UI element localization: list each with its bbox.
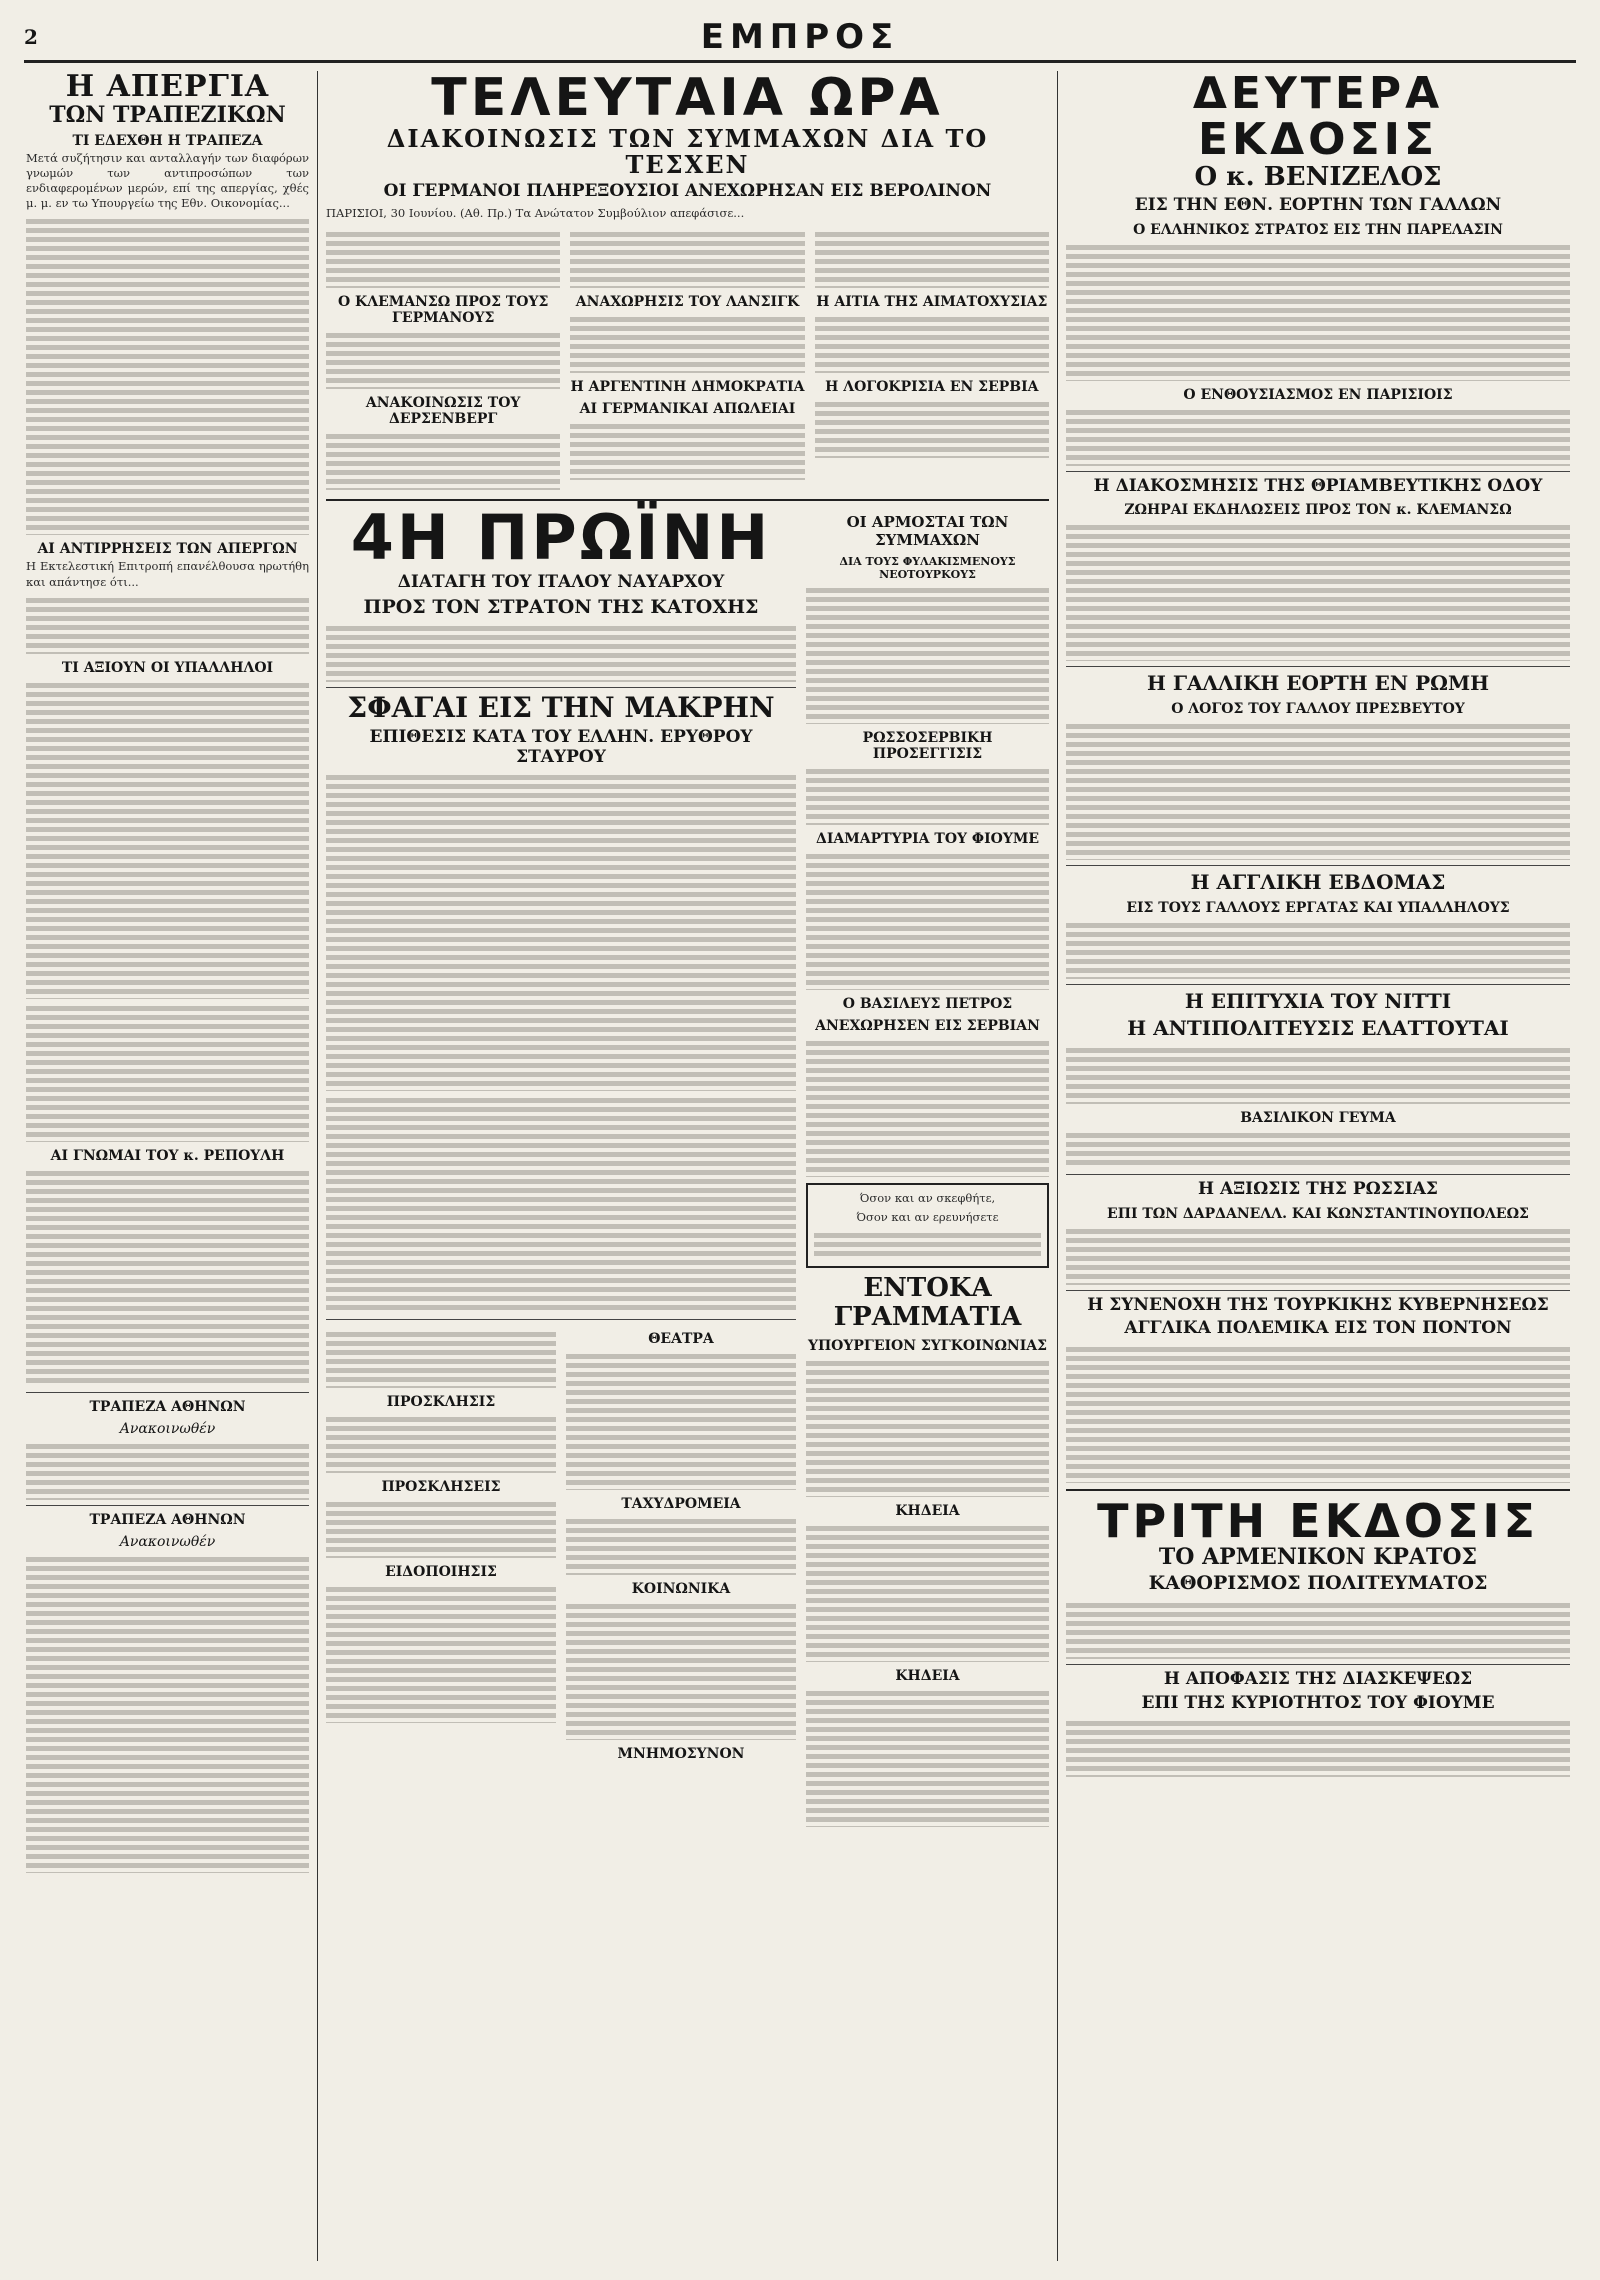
news-col-b	[570, 225, 804, 493]
subhead-invite: ΠΡΟΣΚΛΗΣΙΣ	[386, 1394, 496, 1411]
subhead-royal-dinner: ΒΑΣΙΛΙΚΟΝ ΓΕΥΜΑ	[1240, 1110, 1396, 1127]
subhead-announcement: Ανακοινωθέν	[119, 1420, 216, 1437]
article-body	[806, 850, 1049, 990]
subhead-workers: ΕΙΣ ΤΟΥΣ ΓΑΛΛΟΥΣ ΕΡΓΑΤΑΣ ΚΑΙ ΥΠΑΛΛΗΛΟΥΣ	[1126, 900, 1510, 917]
article-body	[26, 594, 309, 654]
headline-germans-left: ΟΙ ΓΕΡΜΑΝΟΙ ΠΛΗΡΕΞΟΥΣΙΟΙ ΑΝΕΧΩΡΗΣΑΝ ΕΙΣ ΒΕΡΟΛΙΝΟΝ	[383, 181, 992, 202]
headline-left-for-serbia: ΑΝΕΧΩΡΗΣΕΝ ΕΙΣ ΣΕΡΒΙΑΝ	[815, 1018, 1040, 1035]
article-body	[806, 1522, 1049, 1662]
article-body	[1066, 1343, 1570, 1483]
article-body	[326, 430, 560, 490]
news-col-a	[326, 225, 560, 493]
lower-grid	[326, 501, 1049, 1830]
article-body	[566, 1600, 796, 1740]
subhead-censorship: Η ΛΟΓΟΚΡΙΣΙΑ ΕΝ ΣΕΡΒΙΑ	[825, 379, 1039, 396]
headline-tesxen: ΔΙΑΚΟΙΝΩΣΙΣ ΤΩΝ ΣΥΜΜΑΧΩΝ ΔΙΑ ΤΟ ΤΕΣΧΕΝ	[386, 123, 989, 179]
subhead-clemenceau-cheers: ΖΩΗΡΑΙ ΕΚΔΗΛΩΣΕΙΣ ΠΡΟΣ ΤΟΝ κ. ΚΛΕΜΑΝΣΩ	[1124, 502, 1512, 519]
headline-nitti-success: Η ΕΠΙΤΥΧΙΑ ΤΟΥ ΝΙΤΤΙ	[1184, 989, 1452, 1014]
subhead-clemenceau: Ο ΚΛΕΜΑΝΣΩ ΠΡΟΣ ΤΟΥΣ ΓΕΡΜΑΝΟΥΣ	[337, 294, 549, 327]
headline-italian-admiral: ΔΙΑΤΑΓΗ ΤΟΥ ΙΤΑΛΟΥ ΝΑΥΑΡΧΟΥ	[397, 572, 725, 593]
article-body	[806, 1037, 1049, 1177]
article-body	[326, 622, 796, 682]
divider	[1066, 1174, 1570, 1175]
article-body	[326, 329, 560, 389]
article-text: ΠΑΡΙΣΙΟΙ, 30 Ιουνίου. (Αθ. Πρ.) Τα Ανώτατον Συμβούλιον απεφάσισε...	[326, 205, 745, 220]
article-body	[26, 215, 309, 535]
headline-third-edition: ΤΡΙΤΗ ΕΚΔΟΣΙΣ	[1097, 1493, 1539, 1548]
headline-occupation-army: ΠΡΟΣ ΤΟΝ ΣΤΡΑΤΟΝ ΤΗΣ ΚΑΤΟΧΗΣ	[363, 595, 759, 618]
subhead-bloodshed: Η ΑΙΤΙΑ ΤΗΣ ΑΙΜΑΤΟΧΥΣΙΑΣ	[816, 294, 1048, 311]
subhead-memorial: ΜΝΗΜΟΣΥΝΟΝ	[617, 1746, 745, 1763]
headline-conference-decision: Η ΑΠΟΦΑΣΙΣ ΤΗΣ ΔΙΑΣΚΕΨΕΩΣ	[1163, 1669, 1473, 1690]
subhead-lansing: ΑΝΑΧΩΡΗΣΙΣ ΤΟΥ ΛΑΝΣΙΓΚ	[575, 294, 800, 311]
headline-makri: ΣΦΑΓΑΙ ΕΙΣ ΤΗΝ ΜΑΚΡΗΝ	[347, 691, 775, 725]
subhead-enthusiasm: Ο ΕΝΘΟΥΣΙΑΣΜΟΣ ΕΝ ΠΑΡΙΣΙΟΙΣ	[1183, 386, 1453, 403]
advert-line-1: Όσον και αν σκεφθήτε,	[859, 1191, 996, 1206]
headline-venizelos: Ο κ. ΒΕΝΙΖΕΛΟΣ	[1194, 162, 1442, 193]
article-body	[1066, 521, 1570, 661]
article-text: Μετά συζήτησιν και ανταλλαγήν των διαφόρων γνωμών των αντιπροσώπων των ενδιαφερομένων μερών, επί της απεργίας, χθές μ. μ. εν τω Υπουργείω της Εθν. Οικονομίας...	[26, 150, 309, 211]
subhead-social: ΚΟΙΝΩΝΙΚΑ	[631, 1581, 731, 1598]
subhead-funeral: ΚΗΔΕΙΑ	[895, 1502, 960, 1519]
headline-warships-pontus: ΑΓΓΛΙΚΑ ΠΟΛΕΜΙΚΑ ΕΙΣ ΤΟΝ ΠΟΝΤΟΝ	[1124, 1318, 1512, 1339]
article-body	[1066, 720, 1570, 860]
article-body	[570, 313, 804, 373]
advert-body	[814, 1229, 1041, 1259]
column-second-edition	[1058, 71, 1578, 2261]
divider	[1066, 471, 1570, 472]
headline-red-cross: ΕΠΙΘΕΣΙΣ ΚΑΤΑ ΤΟΥ ΕΛΛΗΝ. ΕΡΥΘΡΟΥ ΣΤΑΥΡΟΥ	[369, 727, 753, 767]
subhead-ministry: ΥΠΟΥΡΓΕΙΟΝ ΣΥΓΚΟΙΝΩΝΙΑΣ	[807, 1337, 1048, 1354]
article-body	[1066, 1225, 1570, 1285]
article-body	[26, 679, 309, 999]
headline-opposition: Η ΑΝΤΙΠΟΛΙΤΕΥΣΙΣ ΕΛΑΤΤΟΥΤΑΙ	[1127, 1016, 1509, 1041]
headline-russo-serbian: ΡΩΣΣΟΣΕΡΒΙΚΗ ΠΡΟΣΕΓΓΙΣΙΣ	[862, 730, 993, 763]
divider	[26, 1392, 309, 1393]
headline-triumphal-road: Η ΔΙΑΚΟΣΜΗΣΙΣ ΤΗΣ ΘΡΙΑΜΒΕΥΤΙΚΗΣ ΟΔΟΥ	[1093, 475, 1543, 496]
subhead-argentina: Η ΑΡΓΕΝΤΙΝΗ ΔΗΜΟΚΡΑΤΙΑ	[570, 379, 805, 396]
article-body	[815, 228, 1049, 288]
headline-french-fest-rome: Η ΓΑΛΛΙΚΗ ΕΟΡΤΗ ΕΝ ΡΩΜΗ	[1146, 671, 1490, 696]
subhead-german-losses: ΑΙ ΓΕΡΜΑΝΙΚΑΙ ΑΠΩΛΕΙΑΙ	[579, 401, 796, 418]
article-body	[326, 1498, 556, 1558]
subhead-dersenberg: ΑΝΑΚΟΙΝΩΣΙΣ ΤΟΥ ΔΕΡΣΕΝΒΕΡΓ	[365, 395, 521, 428]
headline-morning-edition: 4Η ΠΡΩΪΝΗ	[350, 501, 772, 575]
article-body	[326, 228, 560, 288]
article-body	[326, 1094, 796, 1314]
lower-right	[806, 507, 1049, 1830]
subhead-greek-army: Ο ΕΛΛΗΝΙΚΟΣ ΣΤΡΑΤΟΣ ΕΙΣ ΤΗΝ ΠΑΡΕΛΑΣΙΝ	[1133, 221, 1503, 238]
headline-second-edition: ΔΕΥΤΕΡΑ ΕΚΔΟΣΙΣ	[1192, 71, 1444, 166]
article-body	[806, 1357, 1049, 1497]
headline-fiume-protest: ΔΙΑΜΑΡΤΥΡΙΑ ΤΟΥ ΦΙΟΥΜΕ	[816, 831, 1039, 848]
headline-strike: Η ΑΠΕΡΓΙΑ	[65, 71, 270, 104]
article-body	[570, 420, 804, 480]
notices-col	[326, 1325, 556, 1764]
article-body	[26, 1167, 309, 1387]
article-body	[326, 1328, 556, 1388]
advert-box	[806, 1183, 1049, 1268]
article-body	[326, 771, 796, 1091]
divider	[1066, 984, 1570, 985]
subhead-demands: ΤΙ ΑΞΙΟΥΝ ΟΙ ΥΠΑΛΛΗΛΟΙ	[61, 659, 274, 676]
headline-allied-commissioners: ΟΙ ΑΡΜΟΣΤΑΙ ΤΩΝ ΣΥΜΜΑΧΩΝ	[846, 513, 1009, 550]
news-col-c	[815, 225, 1049, 493]
subhead-post: ΤΑΧΥΔΡΟΜΕΙΑ	[621, 1496, 741, 1513]
page-number: 2	[24, 25, 38, 49]
article-body	[1066, 1044, 1570, 1104]
article-body	[1066, 406, 1570, 466]
headline-interest-bonds: ΕΝΤΟΚΑ ΓΡΑΜΜΑΤΙΑ	[833, 1273, 1022, 1333]
columns	[18, 71, 1582, 2261]
article-body	[815, 313, 1049, 373]
article-body	[26, 1440, 309, 1500]
headline-constitution: ΚΑΘΟΡΙΣΜΟΣ ΠΟΛΙΤΕΥΜΑΤΟΣ	[1148, 1572, 1488, 1595]
headline-last-hour: ΤΕΛΕΥΤΑΙΑ ΩΡΑ	[431, 71, 944, 128]
headline-young-turks: ΔΙΑ ΤΟΥΣ ΦΥΛΑΚΙΣΜΕΝΟΥΣ ΝΕΟΤΟΥΡΚΟΥΣ	[839, 555, 1016, 582]
article-body	[566, 1515, 796, 1575]
article-body	[806, 1687, 1049, 1827]
article-body	[806, 584, 1049, 724]
subhead-objections: ΑΙ ΑΝΤΙΡΡΗΣΕΙΣ ΤΩΝ ΑΠΕΡΓΩΝ	[37, 541, 298, 558]
article-body	[1066, 1129, 1570, 1169]
article-body	[1066, 1599, 1570, 1659]
subhead-bank-athens: ΤΡΑΠΕΖΑ ΑΘΗΝΩΝ	[89, 1398, 246, 1415]
article-body	[1066, 919, 1570, 979]
subhead-repoulis: ΑΙ ΓΝΩΜΑΙ ΤΟΥ κ. ΡΕΠΟΥΛΗ	[50, 1147, 285, 1164]
newspaper-title: ΕΜΠΡΟΣ	[700, 17, 900, 57]
headline-english-week: Η ΑΓΓΛΙΚΗ ΕΒΔΟΜΑΣ	[1190, 870, 1446, 895]
article-body	[326, 1413, 556, 1473]
column-last-hour	[318, 71, 1058, 2261]
divider	[1066, 666, 1570, 667]
subhead-dardanelles: ΕΠΙ ΤΩΝ ΔΑΡΔΑΝΕΛΛ. ΚΑΙ ΚΩΝΣΤΑΝΤΙΝΟΥΠΟΛΕΩΣ	[1107, 1205, 1529, 1222]
headline-turkish-complicity: Η ΣΥΝΕΝΟΧΗ ΤΗΣ ΤΟΥΡΚΙΚΗΣ ΚΥΒΕΡΝΗΣΕΩΣ	[1087, 1294, 1549, 1315]
subhead-notices: ΕΙΔΟΠΟΙΗΣΙΣ	[385, 1564, 497, 1581]
subhead-bank-athens-2: ΤΡΑΠΕΖΑ ΑΘΗΝΩΝ	[89, 1511, 246, 1528]
headline-russia-claim: Η ΑΞΙΩΣΙΣ ΤΗΣ ΡΩΣΣΙΑΣ	[1198, 1179, 1438, 1200]
divider	[1066, 1290, 1570, 1291]
article-body	[1066, 241, 1570, 381]
article-body	[1066, 1717, 1570, 1777]
subhead-funeral-2: ΚΗΔΕΙΑ	[895, 1667, 960, 1684]
article-text: Η Εκτελεστική Επιτροπή επανέλθουσα ηρωτήθη και απάντησε ότι...	[26, 559, 309, 589]
divider	[1066, 1489, 1570, 1491]
subhead-announcement-2: Ανακοινωθέν	[119, 1533, 216, 1550]
article-body	[566, 1350, 796, 1490]
article-body	[806, 765, 1049, 825]
divider	[1066, 1664, 1570, 1665]
article-body	[326, 1583, 556, 1723]
article-body	[26, 1002, 309, 1142]
subhead-bank-accepted: ΤΙ ΕΔΕΧΘΗ Η ΤΡΑΠΕΖΑ	[72, 132, 263, 149]
divider	[26, 1505, 309, 1506]
column-strike	[18, 71, 318, 2261]
lower-left-split	[326, 1325, 796, 1764]
lower-left	[326, 501, 796, 1830]
subhead-theatre: ΘΕΑΤΡΑ	[648, 1331, 714, 1348]
article-body	[26, 1553, 309, 1873]
headline-french-holiday: ΕΙΣ ΤΗΝ ΕΘΝ. ΕΟΡΤΗΝ ΤΩΝ ΓΑΛΛΩΝ	[1134, 194, 1502, 215]
headline-strike-sub: ΤΩΝ ΤΡΑΠΕΖΙΚΩΝ	[49, 101, 286, 128]
theatre-col	[566, 1325, 796, 1764]
headline-king-peter: Ο ΒΑΣΙΛΕΥΣ ΠΕΤΡΟΣ	[842, 996, 1013, 1013]
subhead-ambassador-speech: Ο ΛΟΓΟΣ ΤΟΥ ΓΑΛΛΟΥ ΠΡΕΣΒΕΥΤΟΥ	[1171, 701, 1465, 718]
article-body	[570, 228, 804, 288]
divider	[326, 1319, 796, 1320]
article-body	[815, 398, 1049, 458]
divider	[1066, 865, 1570, 866]
masthead	[24, 14, 1576, 63]
divider	[326, 687, 796, 688]
advert-line-2: Όσον και αν ερευνήσετε	[856, 1210, 999, 1225]
headline-fiume-sovereignty: ΕΠΙ ΤΗΣ ΚΥΡΙΟΤΗΤΟΣ ΤΟΥ ΦΙΟΥΜΕ	[1141, 1692, 1495, 1713]
headline-armenian-state: ΤΟ ΑΡΜΕΝΙΚΟΝ ΚΡΑΤΟΣ	[1158, 1544, 1478, 1570]
subhead-invites: ΠΡΟΣΚΛΗΣΕΙΣ	[381, 1479, 501, 1496]
news-grid	[326, 225, 1049, 493]
